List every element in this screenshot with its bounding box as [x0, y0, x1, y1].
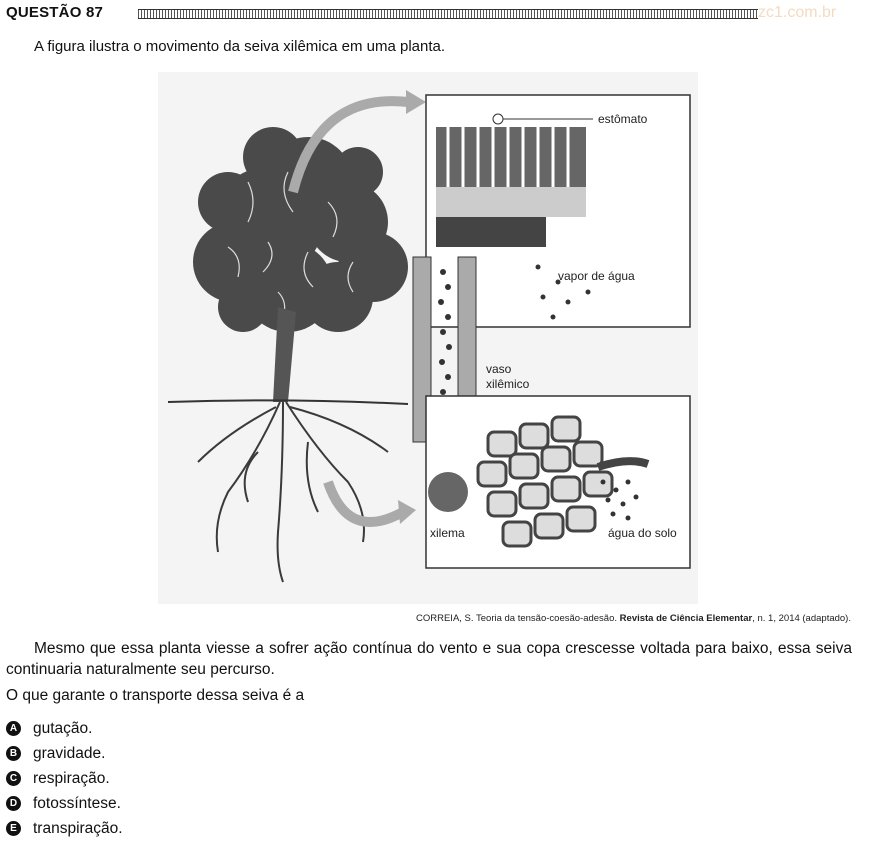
question-number: QUESTÃO 87 — [6, 4, 104, 21]
label-soil-water: água do solo — [608, 526, 677, 540]
figure-source-citation — [416, 613, 851, 624]
watermark: zc1.com.br — [758, 4, 837, 21]
figure-illustration — [158, 72, 698, 604]
label-stomata: estômato — [598, 112, 648, 126]
label-vessel-1: vaso — [486, 362, 512, 376]
context-paragraph: Mesmo que essa planta viesse a sofrer ação contínua do vento e sua copa crescesse voltada para baixo, essa seiva continuaria naturalmente seu percurso. — [6, 640, 852, 678]
option-d-text: fotossíntese. — [33, 794, 121, 812]
option-b-letter: B — [6, 746, 21, 761]
citation-suffix: , n. 1, 2014 (adaptado). — [752, 613, 851, 624]
option-c-text: respiração. — [33, 769, 110, 787]
option-b-text: gravidade. — [33, 744, 106, 762]
option-c[interactable] — [6, 766, 123, 791]
option-a[interactable] — [6, 716, 123, 741]
option-b[interactable] — [6, 741, 123, 766]
citation-journal: Revista de Ciência Elementar — [619, 613, 753, 624]
option-d-letter: D — [6, 796, 21, 811]
label-vapor: vapor de água — [558, 269, 635, 283]
option-c-letter: C — [6, 771, 21, 786]
answer-options — [6, 716, 123, 841]
citation-prefix: CORREIA, S. Teoria da tensão-coesão-adesão. — [416, 613, 618, 624]
label-vessel-2: xilêmico — [486, 377, 530, 391]
option-a-letter: A — [6, 721, 21, 736]
plant-sap-figure — [158, 72, 698, 604]
question-stem: O que garante o transporte dessa seiva é a — [6, 687, 305, 704]
option-a-text: gutação. — [33, 719, 93, 737]
option-e-letter: E — [6, 821, 21, 836]
question-header — [6, 2, 858, 24]
option-e-text: transpiração. — [33, 819, 123, 837]
header-rule — [138, 9, 758, 19]
intro-text: A figura ilustra o movimento da seiva xilêmica em uma planta. — [34, 38, 446, 55]
option-e[interactable] — [6, 816, 123, 841]
label-xylem: xilema — [430, 526, 465, 540]
option-d[interactable] — [6, 791, 123, 816]
